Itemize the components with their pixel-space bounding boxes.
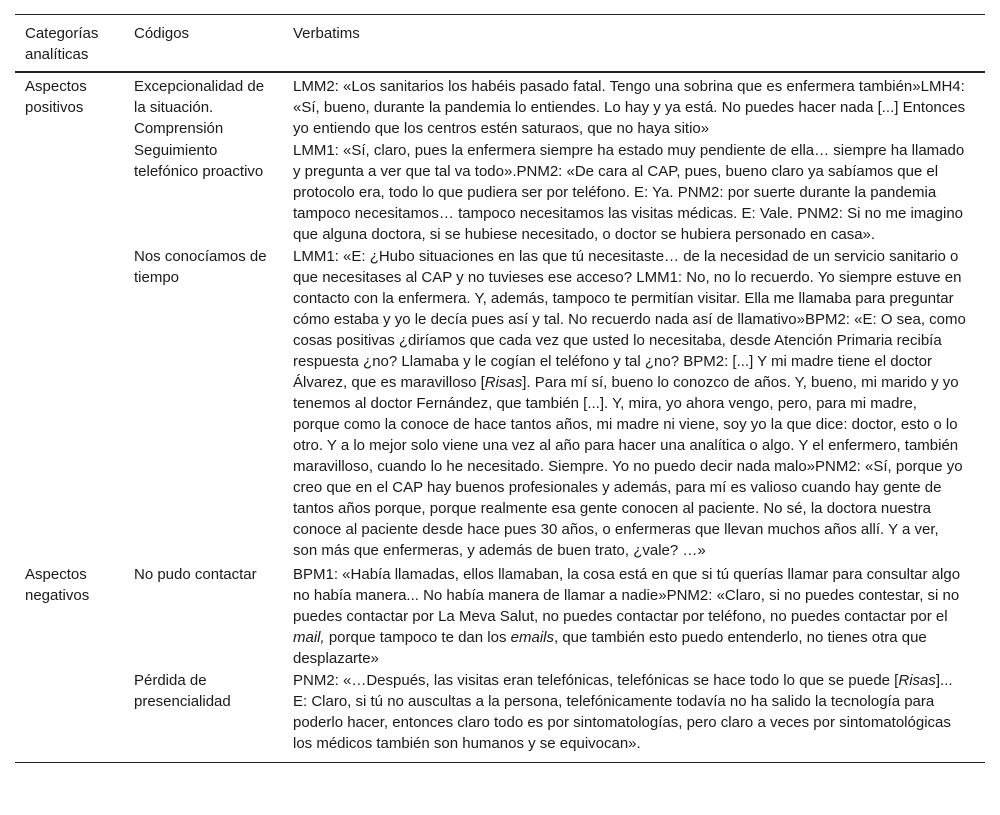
verbatim-text: ]... E: Claro, si tú no auscultas a la persona, telefónicamente todavía no ha salido la tecnología para poderlo hacer, entonces claro todo es por sintomatologías, pero claro a veces por sintomatológicas los médicos también son humanos y se equivocan». bbox=[293, 672, 953, 752]
category-cell bbox=[15, 245, 124, 561]
category-cell bbox=[15, 139, 124, 245]
verbatim-italic: Risas bbox=[898, 672, 936, 689]
verbatim-italic: mail, bbox=[293, 629, 325, 646]
verbatim-text: PNM2: «…Después, las visitas eran telefónicas, telefónicas se hace todo lo que se puede [ bbox=[293, 672, 899, 689]
code-cell: Excepcionalidad de la situación. Comprensión bbox=[134, 78, 265, 137]
verbatim-text: LMM2: «Los sanitarios los habéis pasado fatal. Tengo una sobrina que es enfermera también»LMH4: «Sí, bueno, durante la pandemia lo entiendes. Lo hay y ya está. No puedes hacer nada [...] Entonces yo entiendo que los centros estén saturaos, que no haya sitio» bbox=[293, 78, 966, 137]
table-row bbox=[15, 561, 985, 669]
table-row bbox=[15, 72, 985, 139]
category-cell: Aspectos positivos bbox=[25, 78, 87, 116]
verbatim-cell bbox=[283, 561, 985, 669]
header-categorias: Categorías analíticas bbox=[25, 25, 99, 63]
table-row bbox=[15, 669, 985, 763]
code-cell: Pérdida de presencialidad bbox=[124, 669, 283, 763]
verbatim-text: BPM1: «Había llamadas, ellos llamaban, la cosa está en que si tú querías llamar para consultar algo no había manera... No había manera de llamar a nadie»PNM2: «Claro, si no puedes contestar, si no puedes contactar por La Meva Salut, no puedes contactar por teléfono, no puedes contactar por el bbox=[293, 566, 961, 625]
code-cell: Seguimiento telefónico proactivo bbox=[134, 142, 264, 180]
verbatims-table bbox=[15, 14, 985, 763]
header-verbatims: Verbatims bbox=[293, 25, 360, 42]
table-row bbox=[15, 245, 985, 561]
verbatim-cell bbox=[283, 139, 985, 245]
code-cell: No pudo contactar bbox=[134, 566, 257, 583]
table-header-row bbox=[15, 15, 985, 73]
verbatim-text: ]. Para mí sí, bueno lo conozco de años. Y, bueno, mi marido y yo tenemos al doctor Fernández, que también [...]. Y, mira, yo ahora vengo, pero, para mi madre, porque como la conoce de hace tantos años, mi madre ni viene, soy yo la que dice: doctor, esto o lo otro. Y a lo mejor solo viene una vez al año para hacer una analítica o algo. Y el enfermero, también maravilloso, cuando lo he necesitado. Siempre. Yo no puedo decir nada malo»PNM2: «Sí, porque yo creo que en el CAP hay buenos profesionales y además, para mí es valioso cuando hay gente de tantos años porque, porque realmente esa gente conocen al paciente. No sé, la doctora nuestra conoce al paciente desde hace pues 30 años, o enfermeras que llevan muchos años allí. Y a ver, son más que enfermeras, y además de buen trato, ¿vale? …» bbox=[293, 374, 963, 559]
verbatim-text: LMM1: «E: ¿Hubo situaciones en las que tú necesitaste… de la necesidad de un servicio sanitario o que necesitases al CAP y no tuvieses ese acceso? LMM1: No, no lo recuerdo. Yo siempre estuve en contacto con la enfermera. Y, además, tampoco te permitían visitar. Ella me llamaba para preguntar cómo estaba y yo le decía pues así y tal. No recuerdo nada así de llamativo»BPM2: «E: O sea, como cosas positivas ¿diríamos que cada vez que usted lo necesitaba, desde Atención Primaria recibía respuesta ¿no? Llamaba y le cogían el teléfono y tal ¿no? BPM2: [...] Y mi madre tiene el doctor Álvarez, que es maravilloso [ bbox=[293, 248, 966, 391]
verbatim-text: porque tampoco te dan los bbox=[324, 629, 511, 646]
header-codigos: Códigos bbox=[134, 25, 190, 42]
verbatim-cell bbox=[283, 245, 985, 561]
verbatim-italic: Risas bbox=[484, 374, 523, 391]
category-cell: Aspectos negativos bbox=[25, 566, 90, 604]
verbatim-text: LMM1: «Sí, claro, pues la enfermera siempre ha estado muy pendiente de ella… siempre ha llamado y pregunta a ver que tal va todo».PNM2: «De cara al CAP, pues, bueno claro ya sabíamos que el protocolo era, todo lo que pudiera ser por teléfono. E: Ya. PNM2: por suerte durante la pandemia tampoco necesitamos… tampoco necesitamos las visitas médicas. E: Vale. PNM2: Si no me imagino que alguna doctora, si se hubiese necesitado, o doctor se hubiera personado en casa». bbox=[293, 142, 965, 243]
verbatim-italic: emails bbox=[510, 629, 554, 646]
code-cell: Nos conocíamos de tiempo bbox=[134, 248, 267, 286]
verbatim-cell bbox=[283, 72, 985, 139]
verbatim-cell bbox=[283, 669, 985, 763]
verbatim-text: , que también esto puedo entenderlo, no tienes otra que desplazarte» bbox=[293, 629, 927, 667]
table-row bbox=[15, 139, 985, 245]
category-cell bbox=[15, 669, 124, 763]
